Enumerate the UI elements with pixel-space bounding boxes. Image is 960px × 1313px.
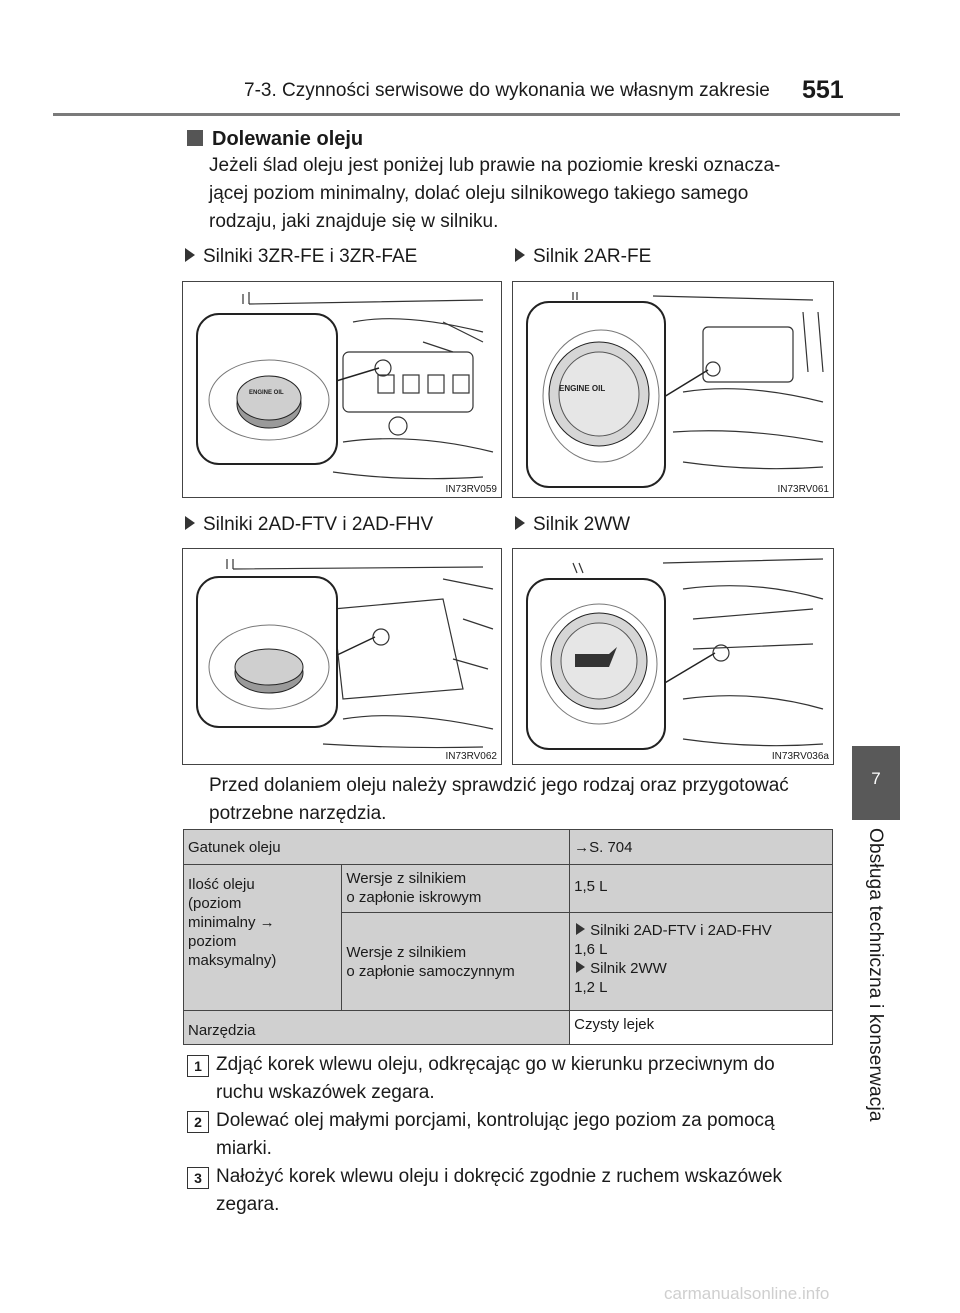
table-value-cell: 1,5 L <box>570 865 833 913</box>
intro-line: Jeżeli ślad oleju jest poniżej lub prawie na poziomie kreski oznacza- <box>209 155 781 176</box>
section-title-text: Dolewanie oleju <box>212 128 364 150</box>
prep-line: potrzebne narzędzia. <box>209 803 387 824</box>
table-value-cell: Czysty lejek <box>570 1011 833 1045</box>
step-text: Zdjąć korek wlewu oleju, odkręcając go w kierunku przeciwnym do ruchu wskazówek zegara. <box>216 1054 775 1103</box>
intro-paragraph <box>209 152 829 236</box>
step-number-badge: 2 <box>187 1111 209 1133</box>
svg-text:ENGINE OIL: ENGINE OIL <box>559 384 606 393</box>
page-number: 551 <box>802 76 844 104</box>
figure-3zr-engine <box>182 281 502 498</box>
table-row <box>184 1011 833 1045</box>
intro-line: rodzaju, jaki znajduje się w silniku. <box>209 211 499 232</box>
prep-line: Przed dolaniem oleju należy sprawdzić jego rodzaj oraz przygotować <box>209 775 789 796</box>
table-label-cell: Gatunek oleju <box>184 830 570 865</box>
step-number-badge: 3 <box>187 1167 209 1189</box>
figure-2ad-engine <box>182 548 502 765</box>
figure-caption: Silniki 2AD-FTV i 2AD-FHV <box>185 514 433 536</box>
engine-oil-cap-illustration <box>513 282 833 497</box>
chapter-number: 7 <box>871 769 881 788</box>
oil-spec-table <box>183 829 833 1045</box>
table-value-cell: →S. 704 <box>570 830 833 865</box>
arrow-bullet-icon <box>185 248 195 262</box>
chapter-tab <box>852 746 900 820</box>
table-row <box>184 865 833 913</box>
table-sub-label-cell: Wersje z silnikiem o zapłonie iskrowym <box>342 865 570 913</box>
table-value-cell: Silniki 2AD-FTV i 2AD-FHV 1,6 L Silnik 2WW 1,2 L <box>570 913 833 1011</box>
intro-line: jącej poziom minimalny, dolać oleju silnikowego takiego samego <box>209 183 749 204</box>
figure-caption: Silnik 2WW <box>515 514 630 536</box>
chapter-label: Obsługa techniczna i konserwacja <box>865 828 886 1122</box>
figure-caption: Silnik 2AR-FE <box>515 246 651 268</box>
figure-code: IN73RV061 <box>777 484 829 495</box>
figure-code: IN73RV036a <box>771 751 829 762</box>
section-title <box>187 128 363 151</box>
table-label-cell: Narzędzia <box>184 1011 570 1045</box>
engine-oil-cap-illustration <box>183 549 501 764</box>
arrow-bullet-icon <box>576 961 585 973</box>
step-text: Nałożyć korek wlewu oleju i dokręcić zgodnie z ruchem wskazówek zegara. <box>216 1166 783 1215</box>
chapter-tab-label <box>852 820 900 1155</box>
arrow-bullet-icon <box>185 516 195 530</box>
engine-oil-cap-illustration <box>183 282 501 497</box>
header-rule <box>53 113 900 116</box>
square-bullet-icon <box>187 130 203 146</box>
figure-code: IN73RV059 <box>445 484 497 495</box>
table-row <box>184 830 833 865</box>
svg-text:ENGINE OIL: ENGINE OIL <box>249 390 284 396</box>
footer-watermark[interactable]: carmanualsonline.info <box>664 1284 830 1303</box>
step-number-badge: 1 <box>187 1055 209 1077</box>
prep-paragraph <box>209 772 829 828</box>
figure-2ww-engine <box>512 548 834 765</box>
arrow-bullet-icon <box>576 923 585 935</box>
header-section-title: 7-3. Czynności serwisowe do wykonania we własnym zakresie <box>244 80 770 101</box>
figure-code: IN73RV062 <box>445 751 497 762</box>
arrow-bullet-icon <box>515 248 525 262</box>
engine-oil-cap-illustration <box>513 549 833 764</box>
arrow-bullet-icon <box>515 516 525 530</box>
step-text: Dolewać olej małymi porcjami, kontrolując jego poziom za pomocą miarki. <box>216 1110 775 1159</box>
figure-caption: Silniki 3ZR-FE i 3ZR-FAE <box>185 246 417 268</box>
table-label-cell: Ilość oleju (poziom minimalny → poziom maksymalny) <box>184 865 342 1011</box>
figure-2ar-engine <box>512 281 834 498</box>
table-sub-label-cell: Wersje z silnikiem o zapłonie samoczynnym <box>342 913 570 1011</box>
